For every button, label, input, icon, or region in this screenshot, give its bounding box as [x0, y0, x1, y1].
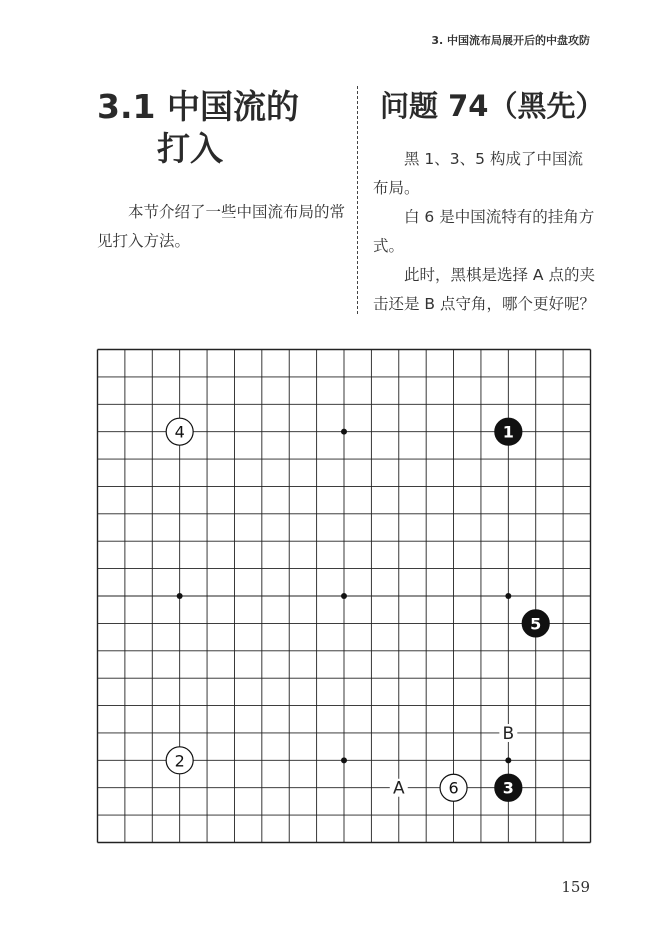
star-point — [341, 593, 347, 599]
stone-number: 1 — [502, 422, 514, 442]
stone-number: 3 — [502, 778, 514, 798]
section-title — [97, 86, 327, 170]
board-label-b: B — [502, 723, 515, 744]
star-point — [505, 593, 511, 599]
star-point — [341, 757, 347, 763]
problem-paragraph: 白 6 是中国流特有的挂角方式。 — [373, 208, 595, 255]
problem-paragraph: 此时，黑棋是选择 A 点的夹击还是 B 点守角，哪个更好呢？ — [373, 266, 595, 313]
problem-title: 问题 74（黑先） — [380, 89, 605, 123]
stone-number: 4 — [174, 422, 185, 442]
section-title-line1: 3.1 中国流的 — [97, 87, 299, 126]
section-intro-text: 本节介绍了一些中国流布局的常见打入方法。 — [97, 203, 346, 250]
section-title-line2: 打入 — [157, 129, 223, 168]
star-point — [341, 429, 347, 435]
star-point — [177, 593, 183, 599]
running-head: 3. 中国流布局展开后的中盘攻防 — [431, 34, 590, 47]
page-number: 159 — [561, 878, 590, 896]
stone-number: 2 — [174, 751, 185, 771]
go-board-diagram — [96, 348, 592, 844]
section-intro — [97, 198, 347, 256]
star-point — [505, 757, 511, 763]
go-board — [96, 348, 592, 848]
problem-paragraph: 黑 1、3、5 构成了中国流布局。 — [373, 150, 583, 197]
stone-number: 5 — [530, 614, 542, 634]
stone-number: 6 — [448, 778, 459, 798]
column-divider — [357, 86, 358, 314]
problem-description — [373, 145, 595, 319]
board-label-a: A — [392, 778, 405, 799]
